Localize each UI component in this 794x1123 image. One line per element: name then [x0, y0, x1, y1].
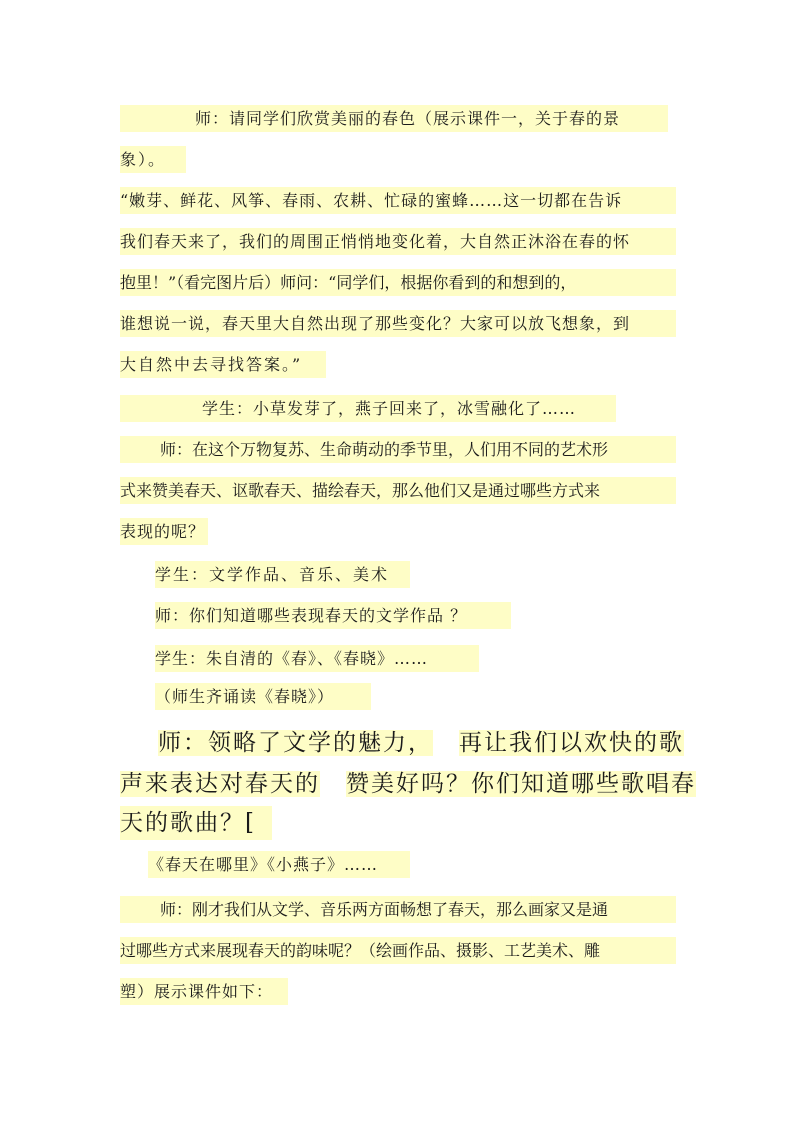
line-text: 象）。	[120, 150, 167, 169]
paragraph-line	[120, 187, 676, 214]
line-text: 师：在这个万物复苏、生命萌动的季节里，人们用不同的艺术形	[160, 440, 609, 459]
line-text: 谁想说一说，春天里大自然出现了那些变化？大家可以放飞想象，到	[120, 314, 631, 333]
paragraph-line	[120, 395, 616, 422]
paragraph-line	[120, 436, 676, 463]
paragraph-line	[120, 146, 186, 173]
paragraph-line	[120, 228, 676, 255]
line-text: 式来赞美春天、讴歌春天、描绘春天，那么他们又是通过哪些方式来	[120, 481, 601, 500]
line-text: 师：请同学们欣赏美丽的春色（展示课件一，关于春的景	[195, 109, 621, 128]
line-text: 师：领略了文学的魅力，	[158, 730, 433, 756]
paragraph-line	[120, 937, 676, 964]
line-text: 学生：小草发芽了，燕子回来了，冰雪融化了……	[202, 399, 577, 418]
paragraph-line	[120, 269, 676, 296]
line-text: 塑）展示课件如下：	[120, 982, 274, 1001]
line-text: 再让我们以欢快的歌	[459, 730, 684, 756]
paragraph-line	[148, 851, 410, 878]
large-paragraph-line	[120, 767, 696, 801]
line-text: 抱里！”（看完图片后）师问：“同学们，根据你看到的和想到的，	[120, 273, 577, 292]
paragraph-line	[120, 351, 326, 378]
line-text: （师生齐诵读《春晓》）	[155, 687, 335, 706]
line-text: 学生：文学作品、音乐、美术	[155, 565, 390, 584]
line-text: 声来表达对春天的	[120, 771, 320, 797]
line-text: 学生：朱自清的《春》、《春晓》……	[155, 649, 429, 668]
paragraph-line	[155, 683, 371, 710]
paragraph-line	[120, 105, 668, 132]
line-text: 师：刚才我们从文学、音乐两方面畅想了春天，那么画家又是通	[160, 900, 609, 919]
paragraph-line	[120, 518, 208, 545]
paragraph-line	[155, 645, 479, 672]
paragraph-line	[120, 310, 676, 337]
paragraph-line	[120, 978, 288, 1005]
line-text: 大自然中去寻找答案。”	[120, 355, 303, 374]
line-text: 《春天在哪里》《小燕子》……	[148, 855, 379, 874]
paragraph-line	[155, 602, 511, 629]
paragraph-line	[120, 896, 676, 923]
paragraph-line	[120, 477, 676, 504]
line-text: 我们春天来了，我们的周围正悄悄地变化着，大自然正沐浴在春的怀	[120, 232, 631, 251]
line-text: 表现的呢？	[120, 522, 206, 541]
large-paragraph-line	[120, 806, 272, 840]
line-text: “嫩芽、鲜花、风筝、春雨、农耕、忙碌的蜜蜂……这一切都在告诉	[120, 191, 623, 210]
line-text: 师：你们知道哪些表现春天的文学作品 ？	[155, 606, 468, 625]
large-paragraph-line	[158, 726, 684, 760]
paragraph-line	[155, 561, 410, 588]
line-text: 过哪些方式来展现春天的韵味呢？（绘画作品、摄影、工艺美术、雕	[120, 941, 601, 960]
line-text: 天的歌曲？[	[120, 810, 256, 836]
line-text: 赞美好吗？你们知道哪些歌唱春	[346, 771, 696, 797]
